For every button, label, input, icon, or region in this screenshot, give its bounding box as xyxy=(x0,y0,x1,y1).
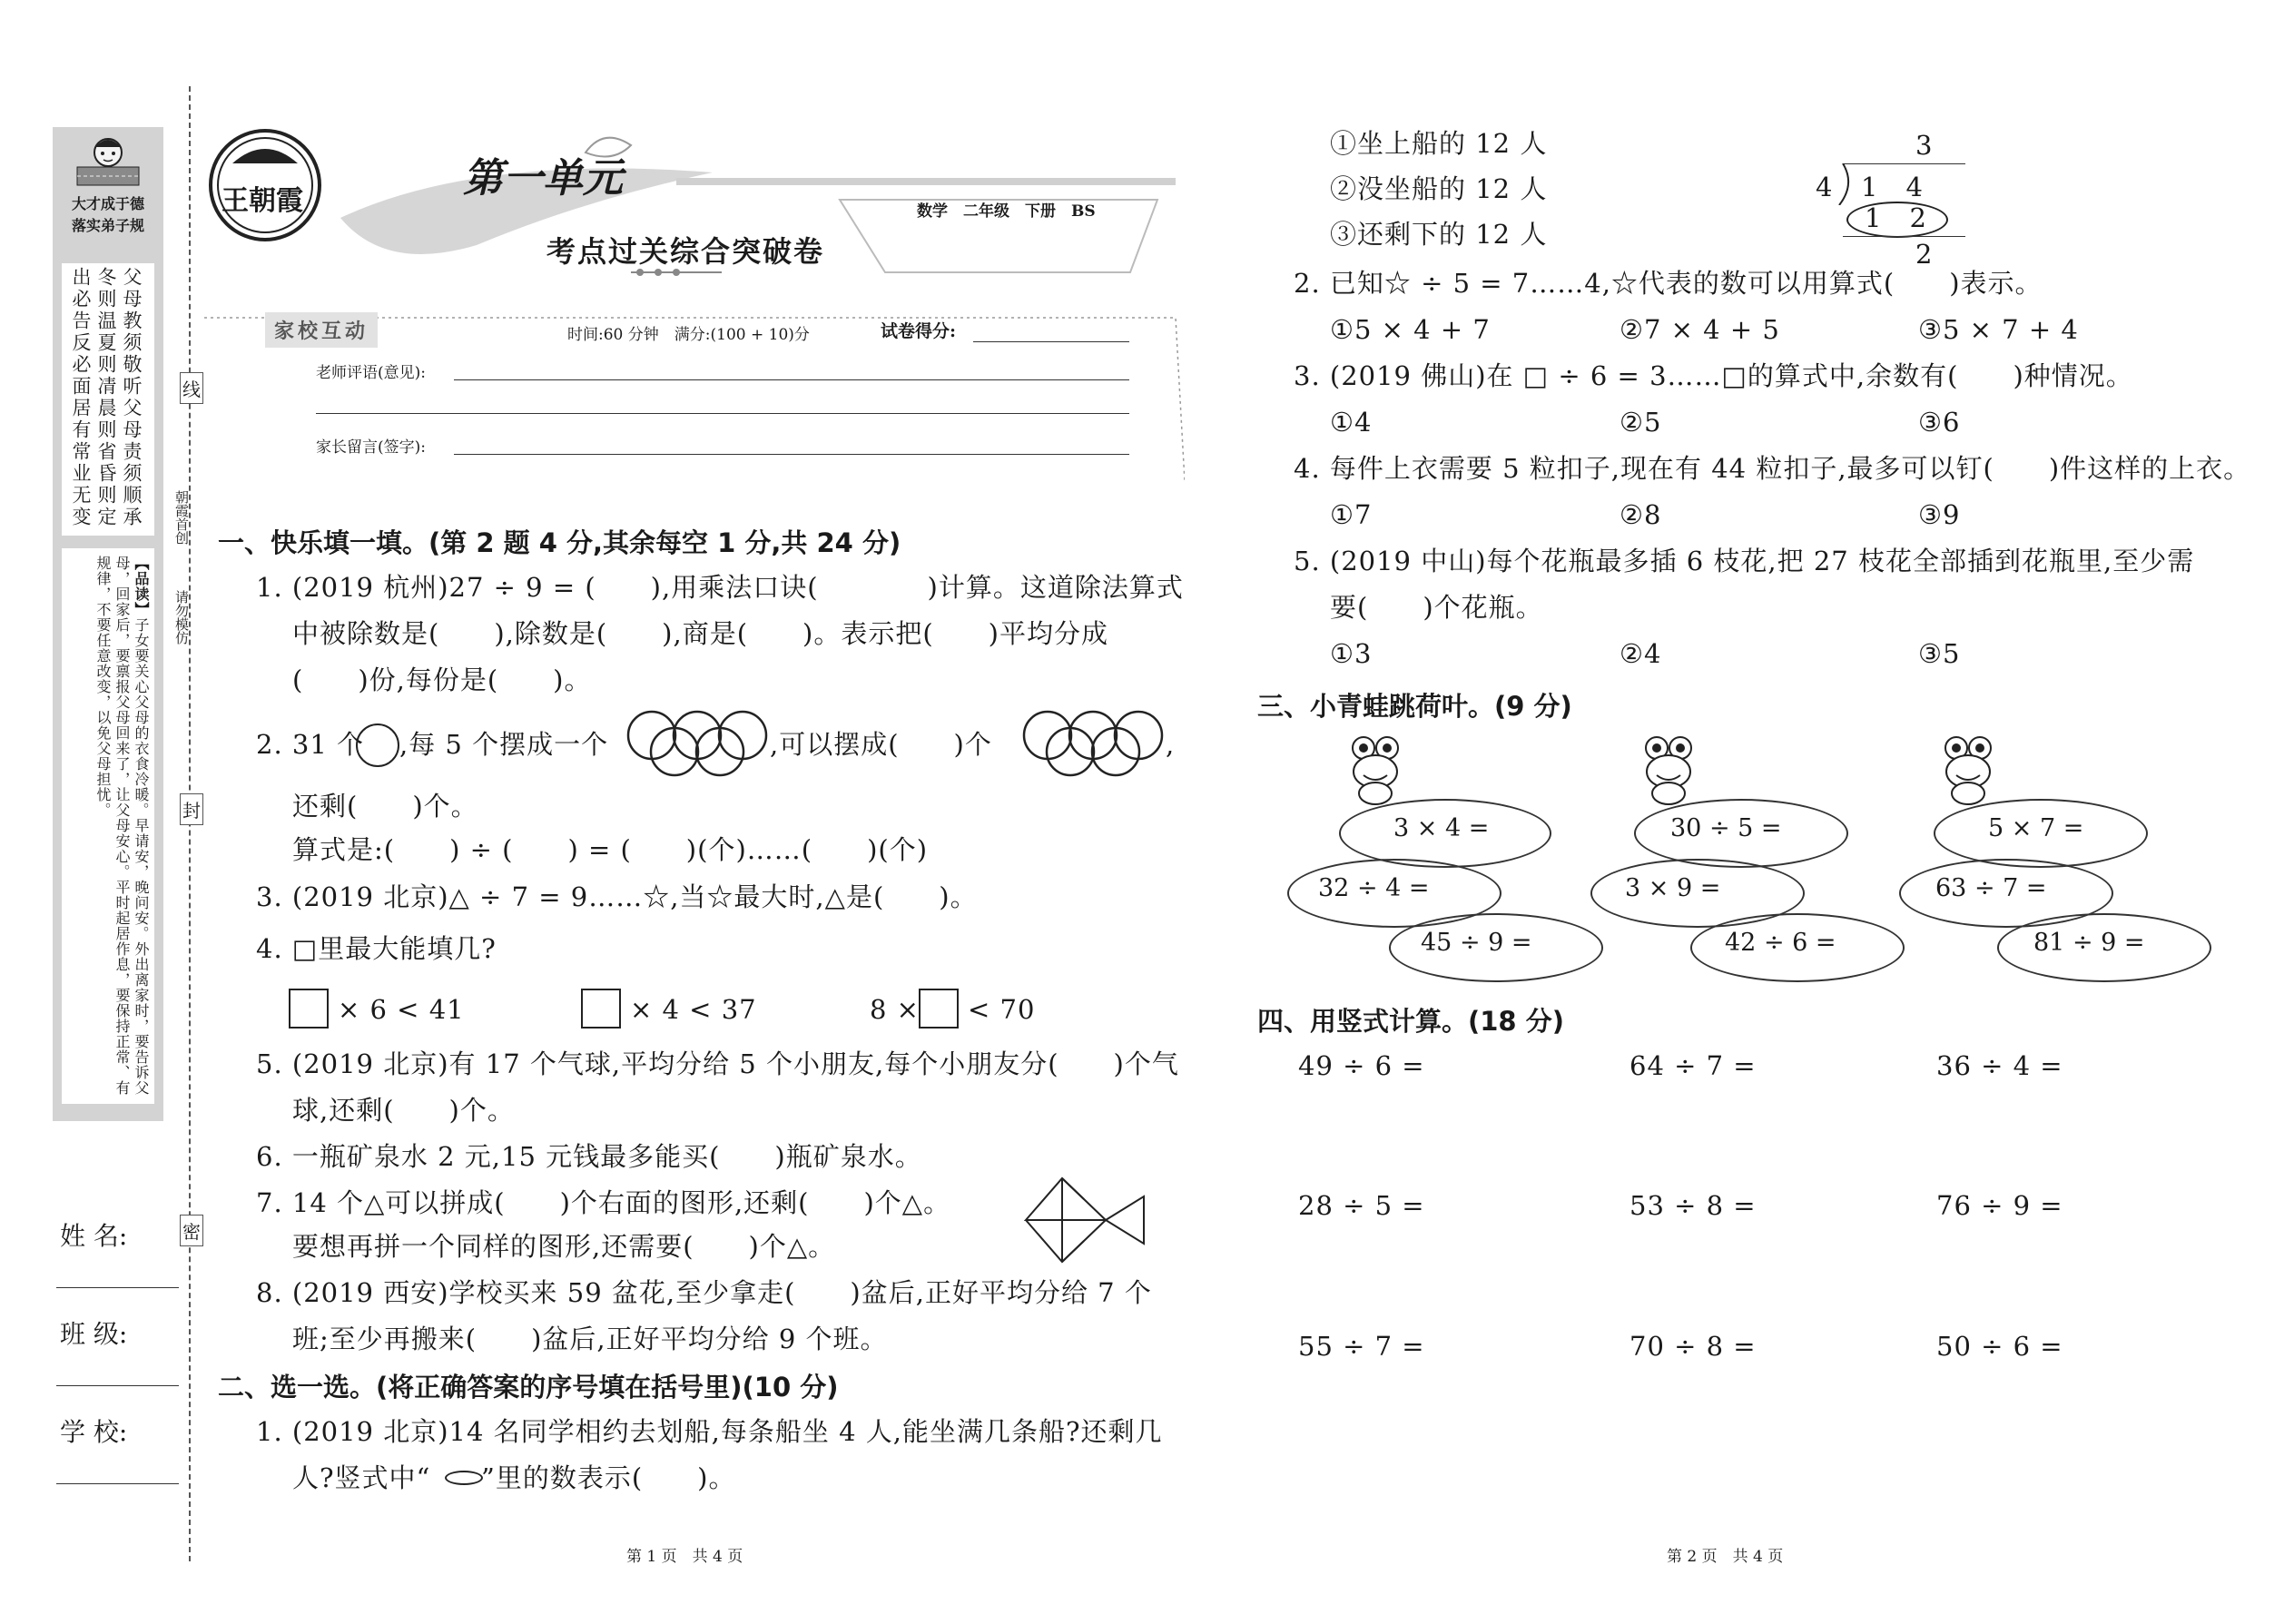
p1-q8-line2: 班;至少再搬来( )盆后,正好平均分给 9 个班。 xyxy=(292,1324,888,1354)
frog-icon xyxy=(1637,733,1700,810)
lily-pad-equation: 30 ÷ 5 = xyxy=(1670,814,1782,842)
vd-top-line xyxy=(1843,163,1965,164)
jiaxiao-tag: 家校互动 xyxy=(265,312,378,348)
part4-title: 四、用竖式计算。(18 分) xyxy=(1257,1006,1564,1037)
sidebar-mascot xyxy=(59,134,157,187)
lily-pad-equation: 42 ÷ 6 = xyxy=(1725,929,1836,957)
p2-q4-opt2: ②8 xyxy=(1620,499,1662,530)
calc-problem: 49 ÷ 6 = xyxy=(1298,1050,1425,1081)
p1-q3: 3. (2019 北京)△ ÷ 7 = 9……☆,当☆最大时,△是( )。 xyxy=(256,881,978,912)
p1-q4-c2: < 70 xyxy=(968,994,1036,1025)
p1-q2-d: , xyxy=(1166,729,1176,760)
p2-q5-line2: 要( )个花瓶。 xyxy=(1330,592,1543,623)
poem-line: 父母责 xyxy=(121,398,143,463)
p1-q1-line3: ( )份,每份是( )。 xyxy=(292,664,592,695)
sidebar-poem-col-a xyxy=(120,267,143,539)
calc-problem: 70 ÷ 8 = xyxy=(1629,1331,1757,1362)
p2-q4: 4. 每件上衣需要 5 粒扣子,现在有 44 粒扣子,最多可以钉( )件这样的上衣。 xyxy=(1294,453,2251,484)
p1-q7-line1: 7. 14 个△可以拼成( )个右面的图形,还剩( )个△。 xyxy=(256,1187,951,1218)
p2-q5-line1: 5. (2019 中山)每个花瓶最多插 6 枝花,把 27 枝花全部插到花瓶里,至少需 xyxy=(1294,546,2195,576)
lily-pad-equation: 45 ÷ 9 = xyxy=(1421,929,1532,957)
sidebar-motto-1: 大才成于德 xyxy=(71,195,144,212)
p1-q6: 6. 一瓶矿泉水 2 元,15 元钱最多能买( )瓶矿泉水。 xyxy=(256,1141,922,1172)
p2-q1-line2a: 人?竖式中“ xyxy=(292,1462,431,1493)
p2-q3-opt2: ②5 xyxy=(1620,407,1662,438)
calc-problem: 36 ÷ 4 = xyxy=(1936,1050,2063,1081)
lily-pad-equation: 3 × 9 = xyxy=(1625,874,1721,902)
p2-q1-opt2: ②没坐船的 12 人 xyxy=(1330,173,1548,204)
cut-mark-2: 封 xyxy=(180,793,203,825)
frog-icon xyxy=(1344,733,1407,810)
p1-q1-line1: 1. (2019 杭州)27 ÷ 9 = ( ),用乘法口诀( )计算。这道除法算式 xyxy=(256,572,1184,603)
time-info: 时间:60 分钟 满分:(100 + 10)分 xyxy=(567,326,810,344)
page-number-2: 第 2 页 共 4 页 xyxy=(1667,1548,1784,1566)
part2-title: 二、选一选。(将正确答案的序号填在括号里)(10 分) xyxy=(218,1372,839,1403)
poem-line: 夏则凊 xyxy=(95,332,117,398)
p2-q1-line1: 1. (2019 北京)14 名同学相约去划船,每条船坐 4 人,能坐满几条船?还剩几 xyxy=(256,1416,1163,1447)
p1-q5-line2: 球,还剩( )个。 xyxy=(292,1095,515,1126)
vd-quotient: 3 xyxy=(1915,130,1934,161)
vd-bracket xyxy=(1836,163,1854,209)
part3-title: 三、小青蛙跳荷叶。(9 分) xyxy=(1257,691,1572,722)
p1-q4: 4. □里最大能填几? xyxy=(256,933,497,964)
calc-problem: 50 ÷ 6 = xyxy=(1936,1331,2063,1362)
answer-box[interactable] xyxy=(919,989,959,1029)
calc-problem: 53 ÷ 8 = xyxy=(1629,1190,1757,1221)
sidebar-motto-2: 落实弟子规 xyxy=(71,217,144,234)
reading-text: 子女要关心父母的衣食冷暖。早请安，晚问安。外出离家时，要告诉父母，回家后，要禀报父母回来了，让父母安心。平时起居作息，要保持正常、有规律，不要任意改变，以免父母担忧。 xyxy=(94,556,150,1096)
p1-q4-a: × 6 < 41 xyxy=(338,994,465,1025)
poem-line: 须敬听 xyxy=(121,332,143,398)
calc-problem: 64 ÷ 7 = xyxy=(1629,1050,1757,1081)
five-rings-icon xyxy=(626,708,768,781)
p1-q4-c1: 8 × xyxy=(870,994,920,1025)
lily-pad-equation: 3 × 4 = xyxy=(1393,814,1490,842)
calc-problem: 55 ÷ 7 = xyxy=(1298,1331,1425,1362)
triangle-figure xyxy=(1024,1176,1146,1267)
unit-title: 第一单元 xyxy=(463,155,623,202)
sidebar-reading-text xyxy=(65,556,151,1097)
sidebar-poem-col-b xyxy=(94,267,117,539)
poem-line: 居有常 xyxy=(70,398,92,463)
reading-title: 【品读】 xyxy=(133,556,150,617)
poem-line: 反必面 xyxy=(70,332,92,398)
p2-q2-opt1: ①5 × 4 + 7 xyxy=(1330,314,1491,345)
p1-q1-line2: 中被除数是( ),除数是( ),商是( )。表示把( )平均分成 xyxy=(292,618,1108,649)
p1-q5-line1: 5. (2019 北京)有 17 个气球,平均分给 5 个小朋友,每个小朋友分( )个气 xyxy=(256,1048,1179,1079)
score-field[interactable] xyxy=(973,341,1129,342)
poem-line: 出必告 xyxy=(70,267,92,332)
p2-q3: 3. (2019 佛山)在 □ ÷ 6 = 3……□的算式中,余数有( )种情况。 xyxy=(1294,360,2133,391)
parent-comment-line[interactable] xyxy=(454,454,1129,455)
school-field[interactable] xyxy=(56,1483,179,1484)
teacher-comment-line-1[interactable] xyxy=(454,379,1129,380)
p2-q2-opt3: ③5 × 7 + 4 xyxy=(1918,314,2079,345)
side-note-2: 请勿模仿 xyxy=(173,590,190,645)
p2-q2-opt2: ②7 × 4 + 5 xyxy=(1620,314,1780,345)
p2-q4-opt1: ①7 xyxy=(1330,499,1373,530)
calc-problem: 76 ÷ 9 = xyxy=(1936,1190,2063,1221)
p2-q4-opt3: ③9 xyxy=(1918,499,1961,530)
class-field[interactable] xyxy=(56,1385,179,1386)
p2-q3-opt1: ①4 xyxy=(1330,407,1373,438)
poem-line: 业无变 xyxy=(70,463,92,528)
exam-subtitle: 考点过关综合突破卷 xyxy=(546,234,825,269)
p2-q1-opt1: ①坐上船的 12 人 xyxy=(1330,128,1548,159)
lily-pad-equation: 32 ÷ 4 = xyxy=(1318,874,1430,902)
p1-q7-line2: 要想再拼一个同样的图形,还需要( )个△。 xyxy=(292,1231,836,1262)
vd-divisor: 4 xyxy=(1816,172,1834,202)
name-field[interactable] xyxy=(56,1287,179,1288)
p2-q2: 2. 已知☆ ÷ 5 = 7……4,☆代表的数可以用算式( )表示。 xyxy=(1294,268,2043,299)
class-label: 班 级: xyxy=(60,1319,128,1349)
vd-remainder: 2 xyxy=(1915,239,1934,270)
teacher-comment-line-2[interactable] xyxy=(316,413,1129,414)
p2-q1-opt3: ③还剩下的 12 人 xyxy=(1330,219,1548,250)
vd-bottom-line xyxy=(1843,236,1965,237)
exam-meta: 数学 二年级 下册 BS xyxy=(917,202,1096,221)
p2-q5-opt1: ①3 xyxy=(1330,638,1373,669)
p2-q1-line2b: ”里的数表示( )。 xyxy=(481,1462,736,1493)
p1-q8-line1: 8. (2019 西安)学校买来 59 盆花,至少拿走( )盆后,正好平均分给 7 个 xyxy=(256,1277,1152,1308)
poem-line: 须顺承 xyxy=(121,463,143,528)
lily-pad-equation: 81 ÷ 9 = xyxy=(2033,929,2145,957)
calc-problem: 28 ÷ 5 = xyxy=(1298,1190,1425,1221)
parent-label: 家长留言(签字): xyxy=(316,438,426,457)
score-label: 试卷得分: xyxy=(881,321,957,341)
lily-pad-equation: 5 × 7 = xyxy=(1988,814,2084,842)
poem-line: 父母教 xyxy=(121,267,143,332)
p1-q2-line2: 还剩( )个。 xyxy=(292,791,478,822)
five-rings-icon-2 xyxy=(1022,708,1164,781)
side-note-1: 朝霞首创 xyxy=(173,490,190,545)
circle-icon xyxy=(356,723,399,767)
p1-q2-line3: 算式是:( ) ÷ ( ) = ( )(个)……( )(个) xyxy=(292,834,929,865)
p1-q2-b: ,每 5 个摆成一个 xyxy=(399,729,609,760)
poem-line: 晨则省 xyxy=(95,398,117,463)
teacher-label: 老师评语(意见): xyxy=(316,364,426,382)
school-label: 学 校: xyxy=(60,1417,128,1447)
part1-title: 一、快乐填一填。(第 2 题 4 分,其余每空 1 分,共 24 分) xyxy=(218,527,901,558)
p1-q2-a: 2. 31 个 xyxy=(256,729,365,760)
p2-q5-opt3: ③5 xyxy=(1918,638,1961,669)
p2-q5-opt2: ②4 xyxy=(1620,638,1662,669)
vd-dividend: 1 4 xyxy=(1861,172,1924,202)
page-number-1: 第 1 页 共 4 页 xyxy=(626,1548,743,1566)
answer-box[interactable] xyxy=(289,989,329,1029)
cut-mark-1: 线 xyxy=(180,372,203,404)
poem-line: 冬则温 xyxy=(95,267,117,332)
name-label: 姓 名: xyxy=(60,1221,128,1251)
sidebar-poem-col-c xyxy=(69,267,92,539)
p1-q2-c: ,可以摆成( )个 xyxy=(770,729,992,760)
lily-pad-equation: 63 ÷ 7 = xyxy=(1935,874,2047,902)
poem-line: 昏则定 xyxy=(95,463,117,528)
logo-text: 王朝霞 xyxy=(222,185,303,217)
ellipse-icon xyxy=(445,1471,483,1485)
answer-box[interactable] xyxy=(581,989,621,1029)
p2-q3-opt3: ③6 xyxy=(1918,407,1961,438)
vd-product: 1 2 xyxy=(1865,202,1927,233)
frog-icon xyxy=(1936,733,2000,810)
p1-q4-b: × 4 < 37 xyxy=(630,994,757,1025)
cut-mark-3: 密 xyxy=(180,1215,203,1246)
